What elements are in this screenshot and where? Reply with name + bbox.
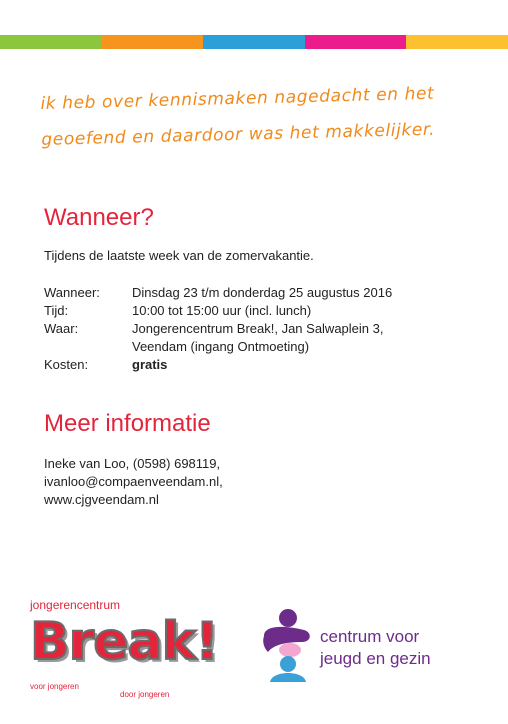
cjg-figure-icon [258, 608, 318, 688]
detail-row-location-cont [44, 338, 432, 356]
break-logo-top: jongerencentrum [30, 598, 121, 612]
detail-value: Jongerencentrum Break!, Jan Salwaplein 3, [132, 321, 384, 336]
quote-line-1: ik heb over kennismaken nagedacht en het [40, 83, 435, 114]
detail-row-date [44, 284, 432, 302]
more-info-heading: Meer informatie [44, 410, 211, 437]
detail-value: Veendam (ingang Ontmoeting) [132, 339, 310, 354]
handwritten-quote [40, 74, 482, 157]
contact-website[interactable]: www.cjgveendam.nl [44, 492, 159, 507]
when-intro: Tijdens de laatste week van de zomervakantie. [44, 248, 314, 263]
color-bar-orange [102, 35, 204, 49]
detail-label [44, 338, 132, 356]
color-bar-pink [305, 35, 407, 49]
detail-label: Kosten: [44, 357, 89, 372]
break-logo-tagline-right: door jongeren [120, 690, 170, 699]
details-list [44, 284, 432, 374]
break-logo-tagline-left: voor jongeren [30, 682, 79, 691]
detail-value: Dinsdag 23 t/m donderdag 25 augustus 2016 [132, 285, 393, 300]
detail-label: Tijd: [44, 303, 69, 318]
contact-block [44, 455, 223, 509]
cjg-line-1: centrum voor [320, 627, 420, 646]
color-bar [0, 35, 508, 49]
color-bar-yellow [406, 35, 508, 49]
detail-row-cost [44, 356, 432, 374]
color-bar-green [0, 35, 102, 49]
detail-value: 10:00 tot 15:00 uur (incl. lunch) [132, 303, 312, 318]
detail-row-time [44, 302, 432, 320]
detail-row-location [44, 320, 432, 338]
detail-value-cost: gratis [132, 357, 168, 372]
cjg-logo [258, 608, 488, 688]
cjg-line-2: jeugd en gezin [320, 649, 431, 668]
contact-name-phone: Ineke van Loo, (0598) 698119, [44, 456, 221, 471]
break-logo [24, 598, 224, 700]
detail-label: Waar: [44, 321, 79, 336]
when-heading: Wanneer? [44, 204, 154, 231]
color-bar-blue [203, 35, 305, 49]
quote-line-2: geoefend en daardoor was het makkelijker. [41, 119, 436, 150]
detail-label: Wanneer: [44, 285, 100, 300]
cjg-logo-text [320, 626, 431, 670]
break-logo-word: Break! [30, 612, 218, 672]
contact-email[interactable]: ivanloo@compaenveendam.nl, [44, 474, 223, 489]
